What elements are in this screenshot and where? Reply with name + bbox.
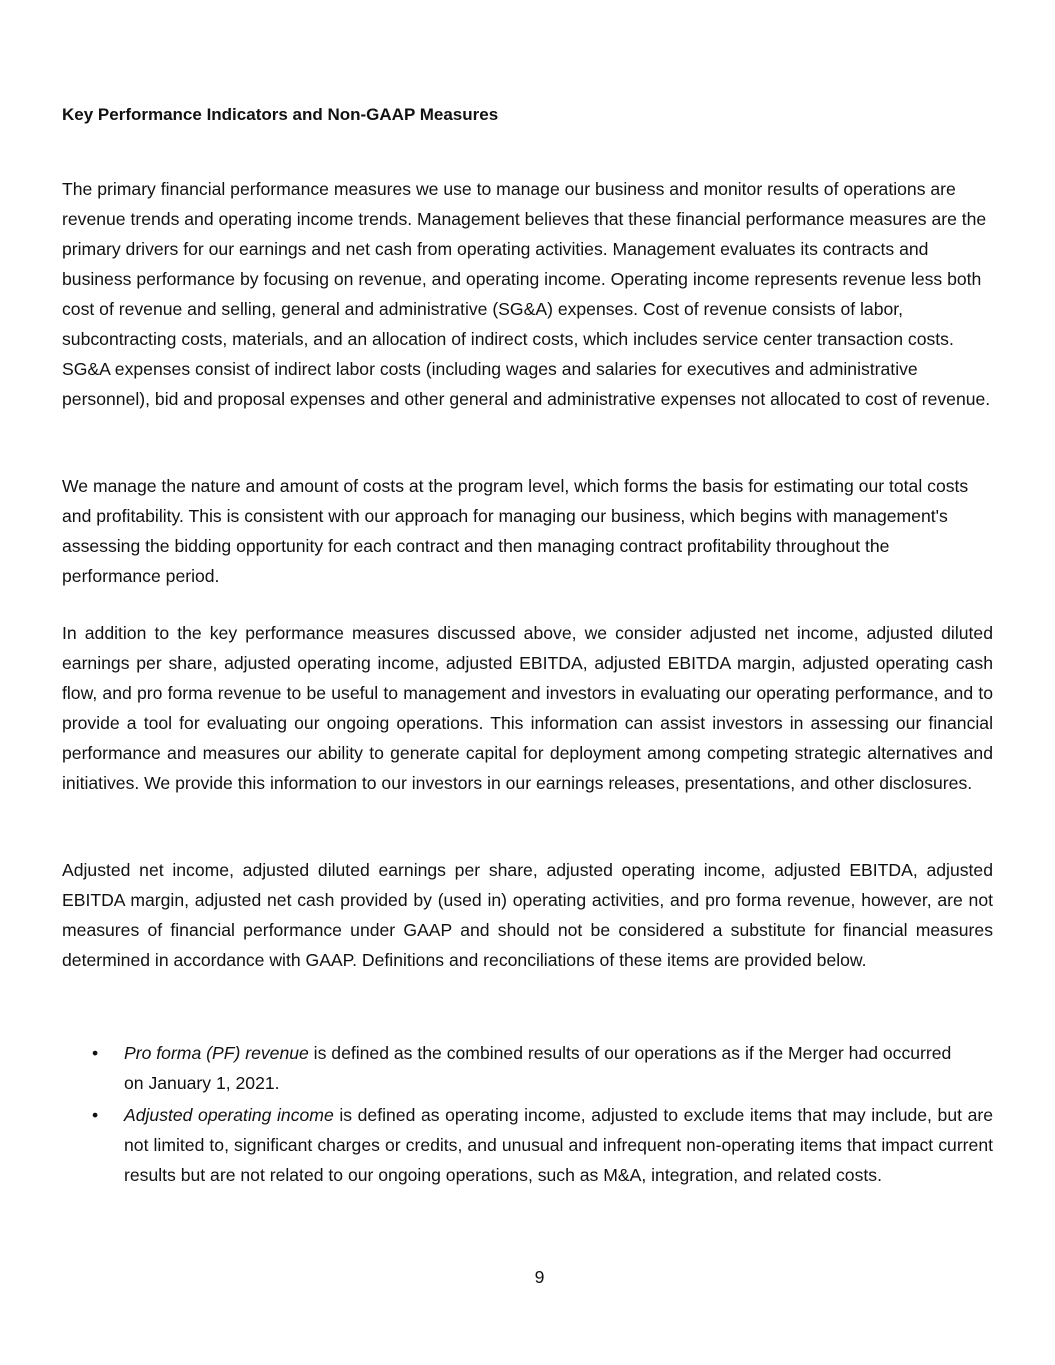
definition-pro-forma-revenue — [62, 1038, 993, 1098]
bullet-icon: • — [92, 1105, 99, 1125]
page-number: 9 — [534, 1267, 545, 1287]
definition-adjusted-operating-income — [62, 1100, 993, 1190]
paragraph-non-gaap-disclaimer: Adjusted net income, adjusted diluted earnings per share, adjusted operating income, adjusted EBITDA, adjusted EBITDA margin, adjusted net cash provided by (used in) operating activities, and pro forma revenue, however, are not measures of financial performance under GAAP and should not be considered a substitute for financial measures determined in accordance with GAAP. Definitions and reconciliations of these items are provided below. — [62, 860, 993, 970]
paragraph-cost-management: We manage the nature and amount of costs at the program level, which forms the basis for estimating our total costs and profitability. This is consistent with our approach for managing our business, which begins with management's assessing the bidding opportunity for each contract and then managing contract profitability throughout the performance period. — [62, 476, 969, 586]
paragraph-additional-measures: In addition to the key performance measures discussed above, we consider adjusted net income, adjusted diluted earnings per share, adjusted operating income, adjusted EBITDA, adjusted EBITDA margin, adjusted operating cash flow, and pro forma revenue to be useful to management and investors in evaluating our operating performance, and to provide a tool for evaluating our ongoing operations. This information can assist investors in assessing our financial performance and measures our ability to generate capital for deployment among competing strategic alternatives and initiatives. We provide this information to our investors in our earnings releases, presentations, and other disclosures. — [62, 623, 993, 793]
definition-text: is defined as operating income, adjusted to exclude items that may include, but are not limited to, significant charges or credits, and unusual and infrequent non-operating items that impact current results but are not related to our ongoing operations, such as M&A, integration, and related costs. — [124, 1105, 994, 1185]
paragraph-primary-measures: The primary financial performance measures we use to manage our business and monitor results of operations are revenue trends and operating income trends. Management believes that these financial performance measures are the primary drivers for our earnings and net cash from operating activities. Management evaluates its contracts and business performance by focusing on revenue, and operating income. Operating income represents revenue less both cost of revenue and selling, general and administrative (SG&A) expenses. Cost of revenue consists of labor, subcontracting costs, materials, and an allocation of indirect costs, which includes service center transaction costs. SG&A expenses consist of indirect labor costs (including wages and salaries for executives and administrative personnel), bid and proposal expenses and other general and administrative expenses not allocated to cost of revenue. — [62, 179, 991, 409]
definition-text: is defined as the combined results of our operations as if the Merger had occurred on January 1, 2021. — [124, 1043, 952, 1093]
definition-term: Adjusted operating income — [124, 1105, 334, 1125]
bullet-icon: • — [92, 1043, 99, 1063]
definitions-list — [62, 1038, 993, 1192]
section-heading: Key Performance Indicators and Non-GAAP Measures — [62, 105, 499, 124]
definition-term: Pro forma (PF) revenue — [124, 1043, 309, 1063]
